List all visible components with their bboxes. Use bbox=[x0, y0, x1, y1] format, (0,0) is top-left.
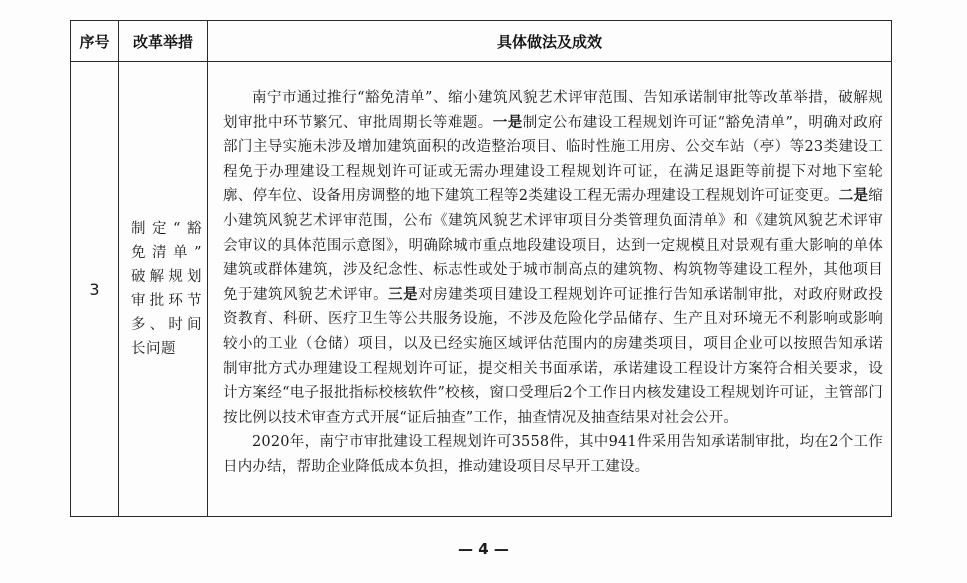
measure-line: 长问题 bbox=[131, 341, 176, 357]
point-marker-three: 三是 bbox=[388, 286, 419, 303]
details-paragraph-measures bbox=[223, 86, 883, 430]
table-row bbox=[71, 62, 892, 517]
page-number: — 4 — bbox=[458, 540, 509, 558]
table-header-row bbox=[71, 21, 892, 62]
measure-text bbox=[131, 217, 202, 361]
measure-line: 多、时间 bbox=[131, 317, 202, 333]
point-one-text: 制定公布建设工程规划许可证“豁免清单”，明确对政府部门主导实施未涉及增加建筑面积的改造整治项目、临时性施工用房、公交车站（亭）等23类建设工程免于办理建设工程规划许可证或无需办理建设工程规划许可证，在满足退距等前提下对地下室轮廓、停车位、设备用房调整的地下建筑工程等2类建设工程无需办理建设工程规划许可证变更。 bbox=[223, 114, 883, 205]
header-details-and-results: 具体做法及成效 bbox=[208, 21, 892, 62]
measure-line: 破解规划 bbox=[131, 269, 202, 285]
measure-line: 审批环节 bbox=[131, 293, 202, 309]
row-reform-measure bbox=[119, 62, 208, 517]
point-marker-one: 一是 bbox=[492, 114, 523, 131]
point-marker-two: 二是 bbox=[838, 188, 869, 205]
point-two-text: 缩小建筑风貌艺术评审范围，公布《建筑风貌艺术评审项目分类管理负面清单》和《建筑风貌艺术评审会审议的具体范围示意图》，明确除城市重点地段建设项目，达到一定规模且对景观有重大影响的单体建筑或群体建筑，涉及纪念性、标志性或处于城市制高点的建筑物、构筑物等建设工程外，其他项目免于建筑风貌艺术评审。 bbox=[223, 188, 883, 303]
header-serial-number: 序号 bbox=[71, 21, 119, 62]
row-serial-number: 3 bbox=[71, 62, 119, 517]
point-three-text: 对房建类项目建设工程规划许可证推行告知承诺制审批，对政府财政投资教育、科研、医疗卫生等公共服务设施，不涉及危险化学品储存、生产且对环境无不利影响或影响较小的工业（仓储）项目，以及已经实施区域评估范围内的房建类项目，项目企业可以按照告知承诺制审批方式办理建设工程规划许可证，提交相关书面承诺，承诺建设工程设计方案符合相关要求，设计方案经“电子报批指标校核软件”校核，窗口受理后2个工作日内核发建设工程规划许可证，主管部门按比例以技术审查方式开展“证后抽查”工作，抽查情况及抽查结果对社会公开。 bbox=[223, 286, 883, 426]
header-reform-measure: 改革举措 bbox=[119, 21, 208, 62]
measure-line: 制定“豁 bbox=[131, 221, 202, 237]
details-paragraph-results: 2020年，南宁市审批建设工程规划许可3558件，其中941件采用告知承诺制审批，均在2个工作日内办结，帮助企业降低成本负担，推动建设项目尽早开工建设。 bbox=[223, 434, 883, 475]
intro-text: 南宁市通过推行“豁免清单”、缩小建筑风貌艺术评审范围、告知承诺制审批等改革举措，破解规划审批中环节繁冗、审批周期长等难题。 bbox=[223, 90, 883, 131]
measure-line: 免清单” bbox=[131, 245, 202, 261]
row-details-and-results bbox=[208, 62, 892, 517]
reform-measures-table bbox=[70, 20, 892, 517]
